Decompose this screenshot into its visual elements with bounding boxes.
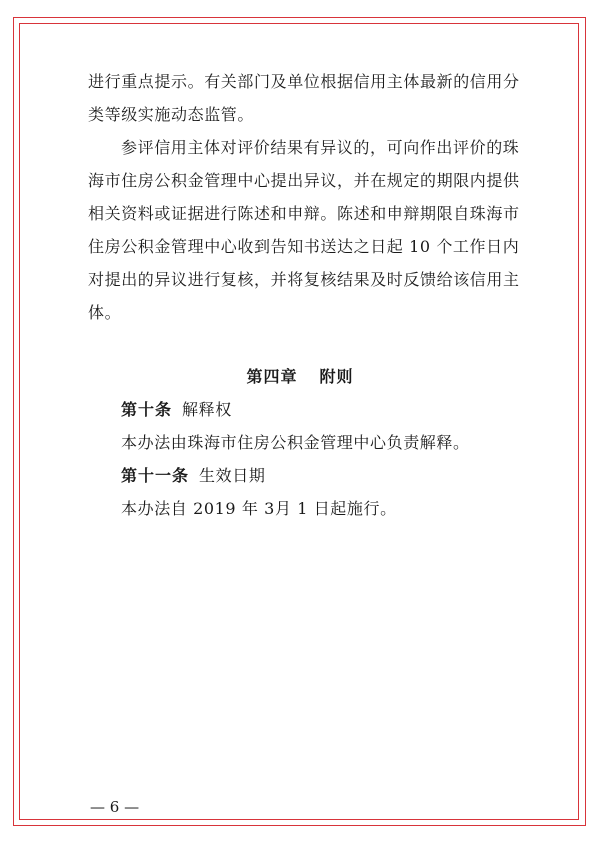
paragraph-line: 相关资料或证据进行陈述和申辩。陈述和申辩期限自珠海市: [88, 204, 520, 223]
paragraph-line: 体。: [88, 303, 122, 322]
article-number: 第十一条: [121, 466, 190, 485]
paragraph-line: 参评信用主体对评价结果有异议的，可向作出评价的珠: [121, 138, 520, 157]
article-name: 解释权: [182, 400, 232, 419]
paragraph-line: 住房公积金管理中心收到告知书送达之日起 10 个工作日内: [88, 237, 520, 256]
article-heading: [121, 466, 265, 486]
article-body: 本办法由珠海市住房公积金管理中心负责解释。: [121, 433, 470, 452]
article-body: 本办法自 2019 年 3月 1 日起施行。: [121, 499, 397, 518]
chapter-number: 第四章: [246, 367, 298, 386]
article-number: 第十条: [121, 400, 173, 419]
paragraph-line: 对提出的异议进行复核，并将复核结果及时反馈给该信用主: [88, 270, 520, 289]
chapter-heading: [0, 367, 600, 387]
page-number: — 6 —: [90, 798, 140, 816]
article-name: 生效日期: [199, 466, 266, 485]
article-heading: [121, 400, 232, 420]
paragraph-line: 进行重点提示。有关部门及单位根据信用主体最新的信用分: [88, 72, 520, 91]
paragraph-line: 类等级实施动态监管。: [88, 105, 255, 124]
chapter-title: 附则: [319, 367, 354, 386]
paragraph-line: 海市住房公积金管理中心提出异议，并在规定的期限内提供: [88, 171, 520, 190]
